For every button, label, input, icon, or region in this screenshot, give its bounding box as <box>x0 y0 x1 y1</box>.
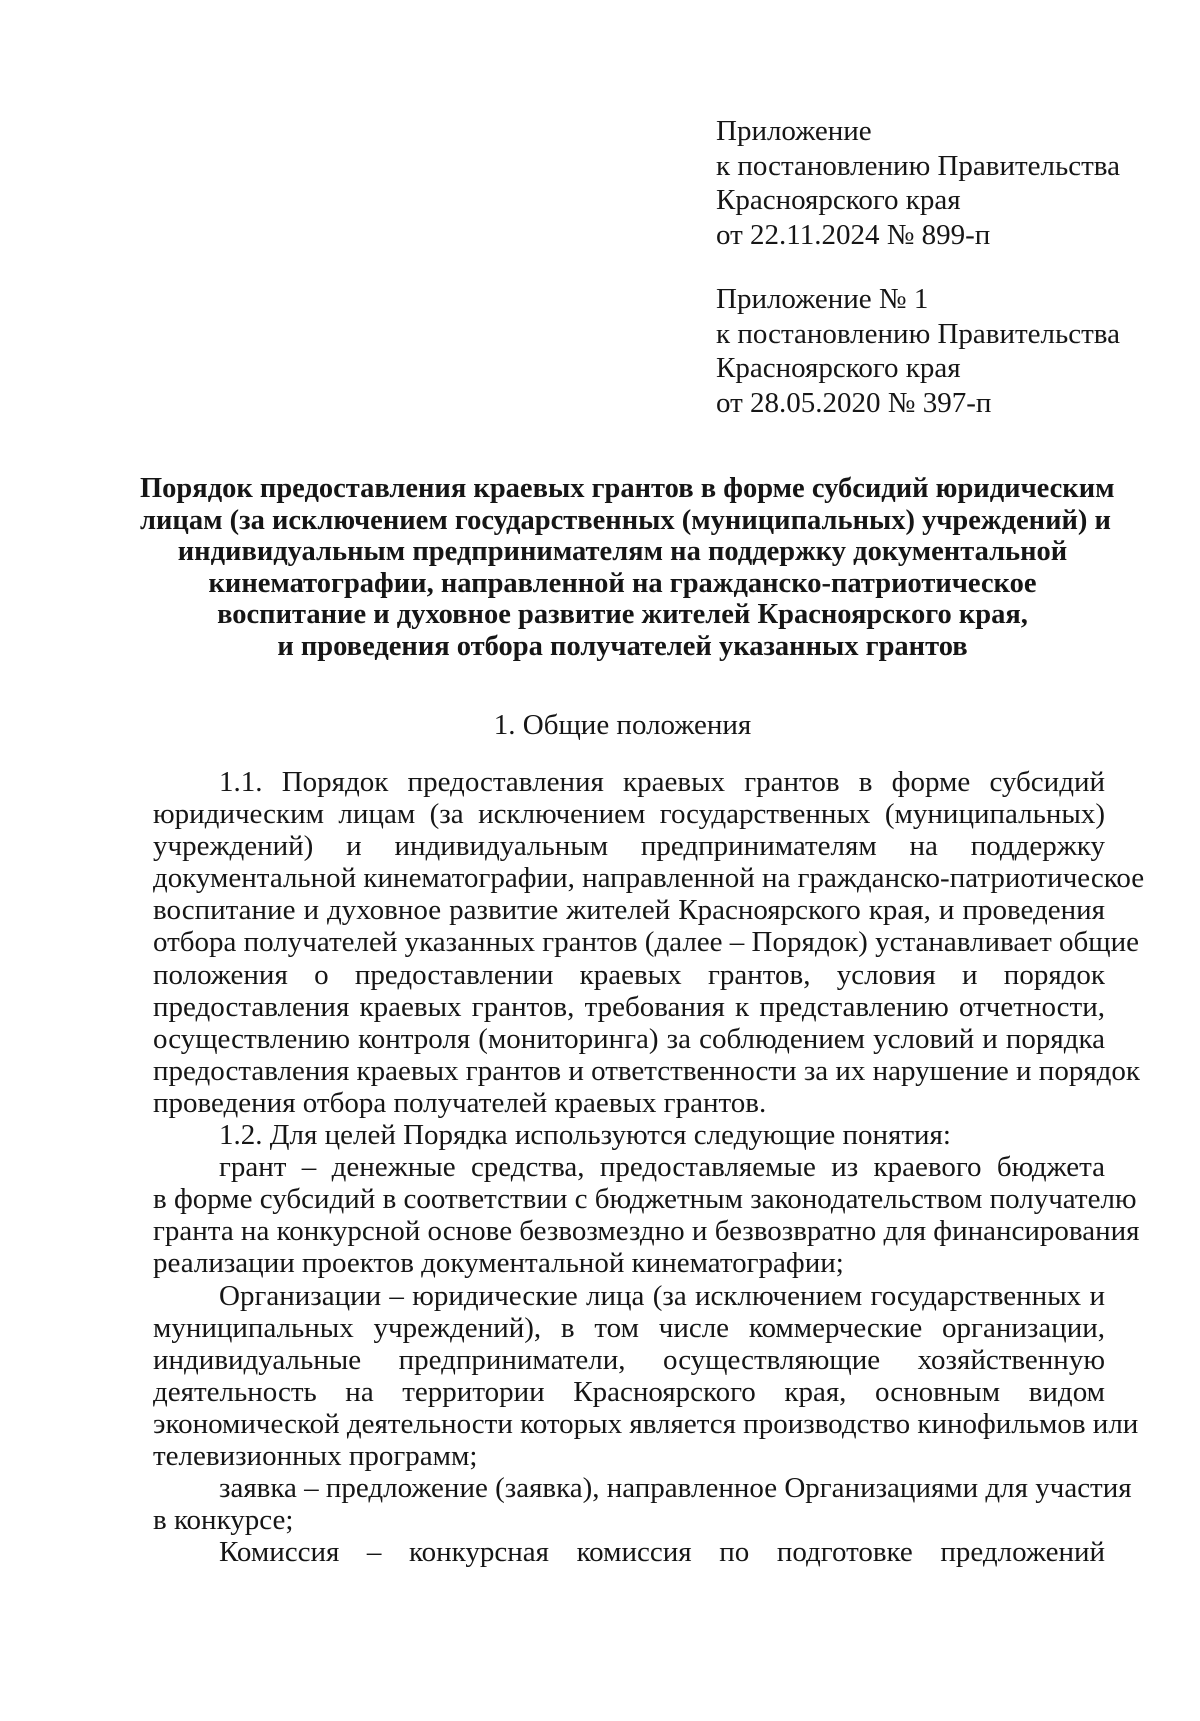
appendix-line: от 28.05.2020 № 397-п <box>716 386 992 419</box>
body-line: положения о предоставлении краевых грантов, условия и порядок <box>153 958 1105 991</box>
appendix-block-original <box>716 282 1120 420</box>
body-line: экономической деятельности которых является производство кинофильмов или <box>153 1407 1139 1440</box>
body-line: муниципальных учреждений), в том числе коммерческие организации, <box>153 1311 1105 1344</box>
body-line: Комиссия – конкурсная комиссия по подготовке предложений <box>219 1536 1105 1569</box>
body-line: предоставления краевых грантов и ответственности за их нарушение и порядок <box>153 1054 1141 1087</box>
body-line: Организации – юридические лица (за исключением государственных и <box>219 1279 1105 1312</box>
body-line: деятельность на территории Красноярского края, основным видом <box>153 1375 1105 1408</box>
appendix-line: Красноярского края <box>716 184 961 216</box>
title-line: индивидуальным предпринимателям на поддержку документальной <box>177 536 1068 567</box>
body-line: юридическим лицам (за исключением государственных (муниципальных) <box>153 798 1105 831</box>
title-line: кинематографии, направленной на гражданско-патриотическое <box>208 567 1037 599</box>
body-line: осуществлению контроля (мониторинга) за соблюдением условий и порядка <box>153 1022 1105 1055</box>
body-line: индивидуальные предприниматели, осуществляющие хозяйственную <box>153 1343 1105 1376</box>
title-line: воспитание и духовное развитие жителей Красноярского края, <box>217 599 1028 630</box>
document-title <box>140 473 1115 662</box>
appendix-line: к постановлению Правительства <box>716 149 1120 182</box>
body-line: 1.2. Для целей Порядка используются следующие понятия: <box>219 1119 951 1152</box>
body-line: заявка – предложение (заявка), направленное Организациями для участия <box>219 1472 1132 1505</box>
body-line: учреждений) и индивидуальным предпринимателям на поддержку <box>153 830 1105 863</box>
body-line: телевизионных программ; <box>153 1439 478 1472</box>
body-line: 1.1. Порядок предоставления краевых грантов в форме субсидий <box>219 766 1105 798</box>
body-line: воспитание и духовное развитие жителей Красноярского края, и проведения <box>153 894 1105 927</box>
body-line: в конкурсе; <box>153 1504 294 1537</box>
appendix-block-current <box>716 114 1120 252</box>
title-line: и проведения отбора получателей указанных грантов <box>277 630 968 662</box>
appendix-line: от 22.11.2024 № 899-п <box>716 218 991 251</box>
body-line: документальной кинематографии, направленной на гражданско-патриотическое <box>153 862 1145 895</box>
appendix-line: Приложение № 1 <box>716 283 929 315</box>
body-line: предоставления краевых грантов, требования к представлению отчетности, <box>153 990 1105 1023</box>
body-line: отбора получателей указанных грантов (далее – Порядок) устанавливает общие <box>153 926 1139 959</box>
document-body <box>153 766 1145 1569</box>
body-line: в форме субсидий в соответствии с бюджетным законодательством получателю <box>153 1183 1137 1216</box>
title-line: лицам (за исключением государственных (муниципальных) учреждений) и <box>140 504 1111 536</box>
appendix-line: к постановлению Правительства <box>716 317 1120 350</box>
appendix-line: Приложение <box>716 115 872 147</box>
section-heading: 1. Общие положения <box>493 709 752 741</box>
body-line: реализации проектов документальной кинематографии; <box>153 1247 844 1280</box>
body-line: грант – денежные средства, предоставляемые из краевого бюджета <box>219 1151 1105 1184</box>
title-line: Порядок предоставления краевых грантов в форме субсидий юридическим <box>140 473 1115 504</box>
appendix-line: Красноярского края <box>716 352 961 384</box>
body-line: проведения отбора получателей краевых грантов. <box>153 1086 767 1119</box>
body-line: гранта на конкурсной основе безвозмездно и безвозвратно для финансирования <box>153 1215 1140 1248</box>
